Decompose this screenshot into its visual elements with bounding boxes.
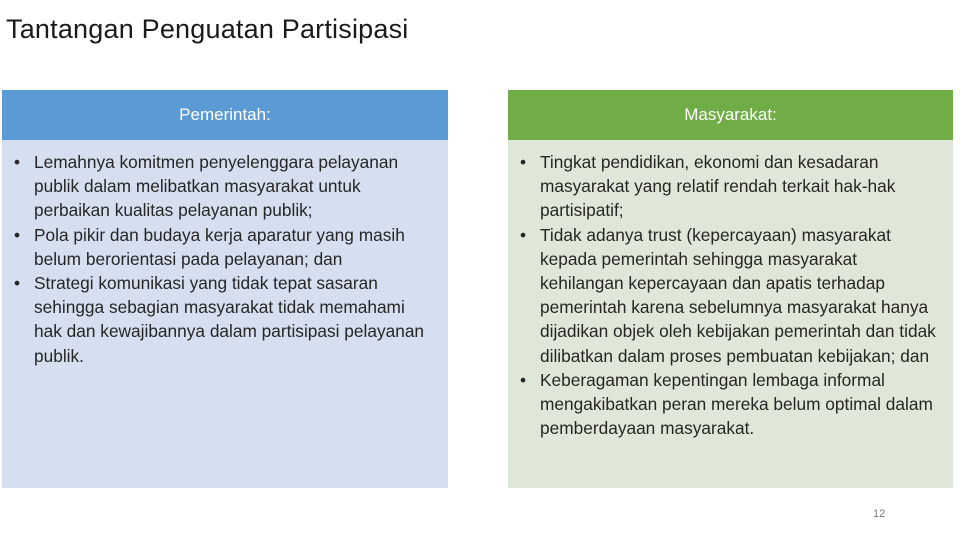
community-panel-header: Masyarakat: [508, 90, 953, 140]
list-item: • Tingkat pendidikan, ekonomi dan kesadaran masyarakat yang relatif rendah terkait hak-hak partisipatif; [518, 150, 939, 223]
slide-title: Tantangan Penguatan Partisipasi [6, 14, 409, 44]
government-panel-header: Pemerintah: [2, 90, 448, 140]
list-item: • Keberagaman kepentingan lembaga informal mengakibatkan peran mereka belum optimal dalam pemberdayaan masyarakat. [518, 368, 939, 441]
community-panel-body [508, 140, 953, 488]
government-panel-body [2, 140, 448, 488]
community-challenges-list [518, 150, 939, 440]
list-item: • Pola pikir dan budaya kerja aparatur yang masih belum berorientasi pada pelayanan; dan [12, 223, 434, 271]
list-item: • Strategi komunikasi yang tidak tepat sasaran sehingga sebagian masyarakat tidak memahami hak dan kewajibannya dalam partisipasi pelayanan publik. [12, 271, 434, 368]
list-item: • Tidak adanya trust (kepercayaan) masyarakat kepada pemerintah sehingga masyarakat kehilangan kepercayaan dan apatis terhadap pemerintah karena sebelumnya masyarakat hanya dijadikan objek oleh kebijakan pemerintah dan tidak dilibatkan dalam proses pembuatan kebijakan; dan [518, 223, 939, 368]
government-challenges-list [12, 150, 434, 368]
community-panel [508, 90, 953, 488]
list-item: • Lemahnya komitmen penyelenggara pelayanan publik dalam melibatkan masyarakat untuk perbaikan kualitas pelayanan publik; [12, 150, 434, 223]
page-number: 12 [873, 508, 886, 520]
government-panel [2, 90, 448, 488]
